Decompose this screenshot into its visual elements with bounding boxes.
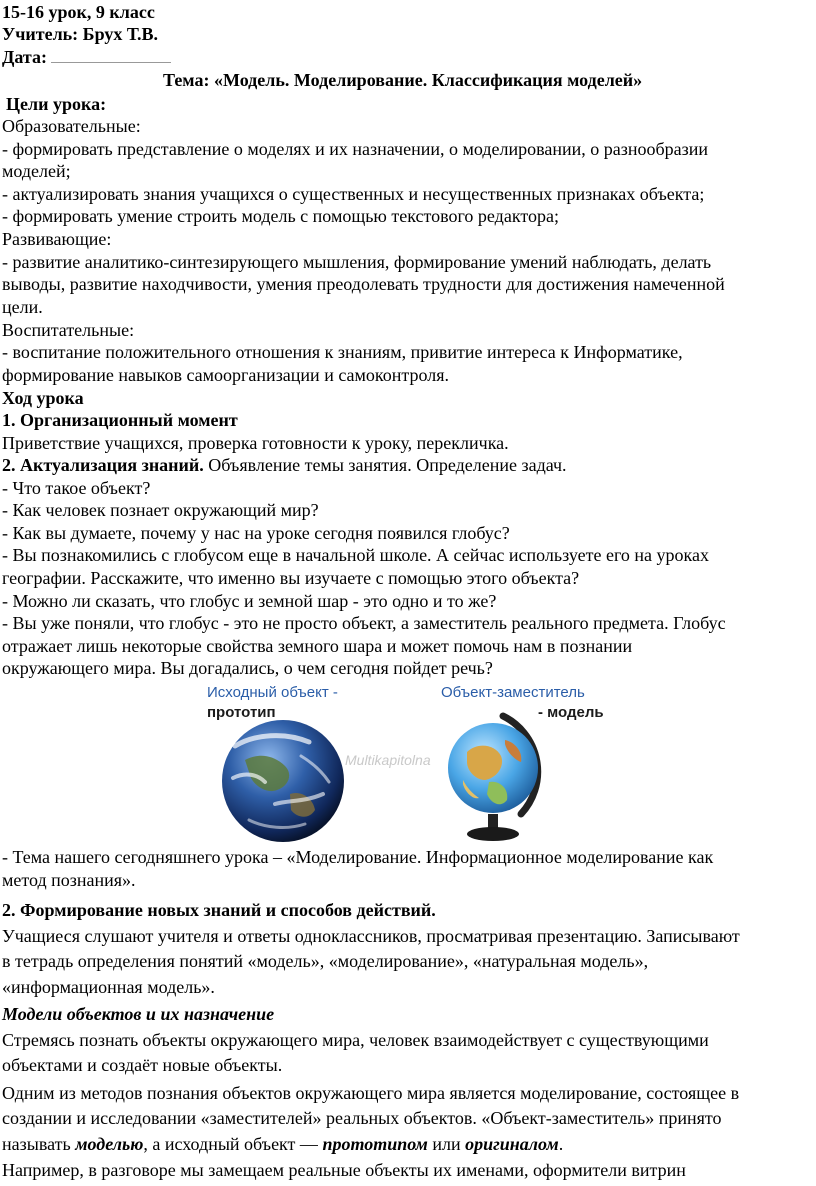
- question-6-cont: отражает лишь некоторые свойства земного шара и может помочь нам в познании: [2, 636, 633, 656]
- stage-1-text: Приветствие учащихся, проверка готовности к уроку, перекличка.: [2, 433, 509, 453]
- subsection-title: Модели объектов и их назначение: [2, 1004, 275, 1024]
- stage-2-line: [2, 455, 567, 476]
- term-model: моделью: [75, 1134, 144, 1154]
- question-3: - Как вы думаете, почему у нас на уроке сегодня появился глобус?: [2, 523, 510, 543]
- paragraph-3: Например, в разговоре мы замещаем реальные объекты их именами, оформители витрин: [2, 1160, 686, 1180]
- globe-image: [448, 716, 538, 841]
- p2-text-1: называть: [2, 1134, 76, 1154]
- question-4-cont: географии. Расскажите, что именно вы изучаете с помощью этого объекта?: [2, 568, 580, 588]
- edu-item-1-cont: моделей;: [2, 161, 71, 181]
- vos-label: Воспитательные:: [2, 320, 135, 340]
- p2-text-2: , а исходный объект —: [143, 1134, 323, 1154]
- goals-title: Цели урока:: [6, 94, 107, 114]
- topic-announcement-cont: метод познания».: [2, 870, 136, 890]
- stage-2-text: Объявление темы занятия. Определение задач.: [203, 455, 567, 475]
- question-6-end: окружающего мира. Вы догадались, о чем сегодня пойдет речь?: [2, 658, 493, 678]
- stage-1-title: 1. Организационный момент: [2, 410, 238, 430]
- edu-label: Образовательные:: [2, 116, 141, 136]
- model-caption: Объект-заместитель: [441, 684, 585, 701]
- question-4: - Вы познакомились с глобусом еще в начальной школе. А сейчас используете его на уроках: [2, 545, 709, 565]
- term-original: оригиналом: [465, 1134, 559, 1154]
- date-line: [2, 47, 171, 68]
- dev-label: Развивающие:: [2, 229, 112, 249]
- stage-3-text: Учащиеся слушают учителя и ответы одноклассников, просматривая презентацию. Записывают: [2, 926, 740, 946]
- watermark: Multikapitolna: [345, 752, 431, 768]
- edu-item-3: - формировать умение строить модель с помощью текстового редактора;: [2, 206, 559, 226]
- question-6: - Вы уже поняли, что глобус - это не просто объект, а заместитель реального предмета. Глобус: [2, 613, 726, 633]
- prototype-caption: Исходный объект -: [207, 684, 338, 701]
- lesson-number: 15-16 урок, 9 класс: [2, 2, 155, 22]
- vos-item-1: - воспитание положительного отношения к знаниям, привитие интереса к Информатике,: [2, 342, 683, 362]
- stage-3-title: 2. Формирование новых знаний и способов действий.: [2, 900, 436, 920]
- figure-images: [205, 682, 615, 847]
- stage-3-text-end: «информационная модель».: [2, 977, 215, 997]
- earth-image: [222, 720, 344, 842]
- p2-text-3: или: [427, 1134, 466, 1154]
- paragraph-2: Одним из методов познания объектов окружающего мира является моделирование, состоящее в: [2, 1083, 740, 1103]
- lesson-topic: Тема: «Модель. Моделирование. Классификация моделей»: [163, 70, 643, 90]
- question-1: - Что такое объект?: [2, 478, 151, 498]
- stage-3-text-cont: в тетрадь определения понятий «модель», «моделирование», «натуральная модель»,: [2, 951, 649, 971]
- date-label: Дата:: [2, 47, 47, 67]
- model-caption-label: - модель: [538, 704, 604, 721]
- paragraph-1: Стремясь познать объекты окружающего мира, человек взаимодействует с существующими: [2, 1030, 709, 1050]
- dev-item-1-end: цели.: [2, 297, 43, 317]
- dev-item-1: - развитие аналитико-синтезирующего мышления, формирование умений наблюдать, делать: [2, 252, 712, 272]
- paragraph-2-end: [2, 1134, 563, 1155]
- dev-item-1-cont: выводы, развитие находчивости, умения преодолевать трудности для достижения намеченной: [2, 274, 725, 294]
- edu-item-1: - формировать представление о моделях и их назначении, о моделировании, о разнообразии: [2, 139, 709, 159]
- course-title: Ход урока: [2, 388, 84, 408]
- prototype-caption-label: прототип: [207, 704, 276, 721]
- term-prototype: прототипом: [322, 1134, 428, 1154]
- topic-announcement: - Тема нашего сегодняшнего урока – «Моделирование. Информационное моделирование как: [2, 847, 714, 867]
- paragraph-2-cont: создании и исследовании «заместителей» реальных объектов. «Объект-заместитель» принято: [2, 1108, 722, 1128]
- edu-item-2: - актуализировать знания учащихся о существенных и несущественных признаках объекта;: [2, 184, 705, 204]
- question-5: - Можно ли сказать, что глобус и земной шар - это одно и то же?: [2, 591, 497, 611]
- stage-2-title: 2. Актуализация знаний.: [2, 455, 204, 475]
- p2-text-4: .: [558, 1134, 564, 1154]
- vos-item-1-cont: формирование навыков самоорганизации и самоконтроля.: [2, 365, 449, 385]
- teacher-name: Учитель: Брух Т.В.: [2, 24, 159, 44]
- prototype-model-figure: [205, 682, 615, 847]
- question-2: - Как человек познает окружающий мир?: [2, 500, 319, 520]
- paragraph-1-cont: объектами и создаёт новые объекты.: [2, 1055, 283, 1075]
- date-blank: [51, 48, 171, 63]
